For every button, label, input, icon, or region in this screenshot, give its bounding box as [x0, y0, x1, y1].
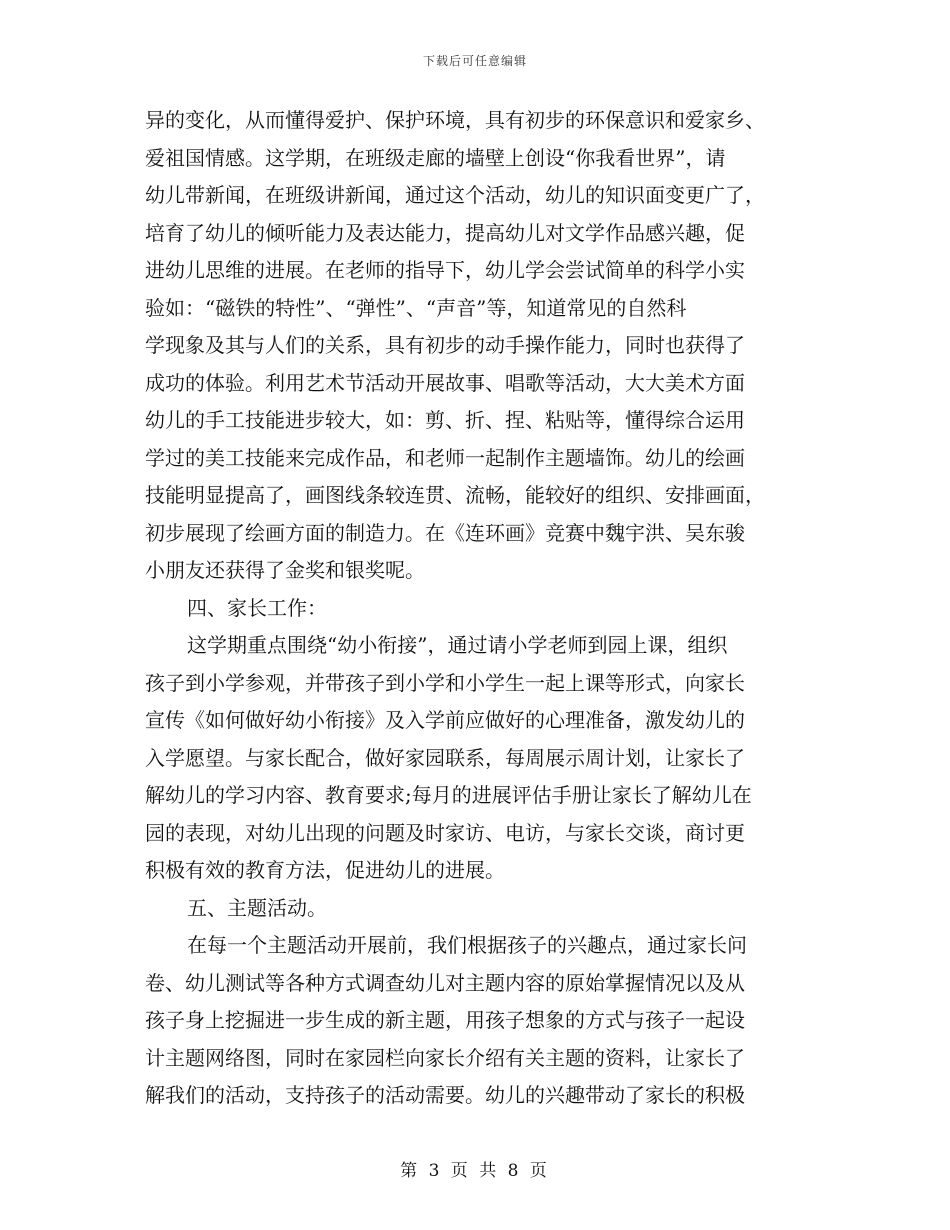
body-line: 培育了幼儿的倾听能力及表达能力，提高幼儿对文学作品感兴趣，促	[145, 220, 745, 245]
body-line: 孩子身上挖掘进一步生成的新主题，用孩子想象的方式与孩子一起设	[145, 1008, 745, 1032]
body-line: 爱祖国情感。这学期，在班级走廊的墙壁上创设“你我看世界”，请	[145, 145, 726, 170]
body-line: 进幼儿思维的进展。在老师的指导下，幼儿学会尝试简单的科学小实	[145, 258, 745, 282]
body-line: 积极有效的教育方法，促进幼儿的进展。	[145, 858, 505, 882]
body-line: 入学愿望。与家长配合，做好家园联系，每周展示周计划，让家长了	[145, 745, 745, 770]
page-header: 下载后可任意编辑	[422, 54, 527, 68]
body-line: 幼儿带新闻，在班级讲新闻，通过这个活动，幼儿的知识面变更广了，	[145, 183, 765, 207]
body-line: 宣传《如何做好幼小衔接》及入学前应做好的心理准备，激发幼儿的	[145, 708, 745, 732]
body-line: 技能明显提高了，画图线条较连贯、流畅，能较好的组织、安排画面，	[145, 483, 765, 507]
body-line: 幼儿的手工技能进步较大，如：剪、折、捏、粘贴等，懂得综合运用	[145, 408, 745, 432]
body-line: 计主题网络图，同时在家园栏向家长介绍有关主题的资料，让家长了	[145, 1045, 745, 1070]
page-footer: 第 3 页 共 8 页	[400, 1161, 550, 1181]
body-line: 解幼儿的学习内容、教育要求;每月的进展评估手册让家长了解幼儿在	[145, 783, 752, 807]
body-line: 异的变化，从而懂得爱护、保护环境，具有初步的环保意识和爱家乡、	[145, 108, 765, 132]
body-line: 学过的美工技能来完成作品，和老师一起制作主题墙饰。幼儿的绘画	[145, 445, 745, 470]
body-line: 小朋友还获得了金奖和银奖呢。	[145, 558, 425, 582]
body-line: 初步展现了绘画方面的制造力。在《连环画》竞赛中魏宇洪、吴东骏	[145, 520, 745, 545]
body-line: 园的表现，对幼儿出现的问题及时家访、电访，与家长交谈，商讨更	[145, 820, 745, 845]
body-line: 验如：“磁铁的特性”、“弹性”、“声音”等，知道常见的自然科	[145, 295, 687, 320]
section-heading: 五、主题活动。	[187, 895, 327, 920]
body-line: 成功的体验。利用艺术节活动开展故事、唱歌等活动，大大美术方面	[145, 370, 745, 395]
document-body	[145, 102, 810, 1115]
body-line: 这学期重点围绕“幼小衔接”，通过请小学老师到园上课，组织	[187, 633, 728, 657]
body-line: 解我们的活动，支持孩子的活动需要。幼儿的兴趣带动了家长的积极	[145, 1083, 745, 1107]
body-line: 卷、幼儿测试等各种方式调查幼儿对主题内容的原始掌握情况以及从	[145, 970, 745, 995]
body-line: 学现象及其与人们的关系，具有初步的动手操作能力，同时也获得了	[145, 333, 745, 357]
body-line: 孩子到小学参观，并带孩子到小学和小学生一起上课等形式，向家长	[145, 670, 745, 695]
body-line: 在每一个主题活动开展前，我们根据孩子的兴趣点，通过家长问	[187, 933, 747, 957]
section-heading: 四、家长工作：	[187, 595, 327, 620]
